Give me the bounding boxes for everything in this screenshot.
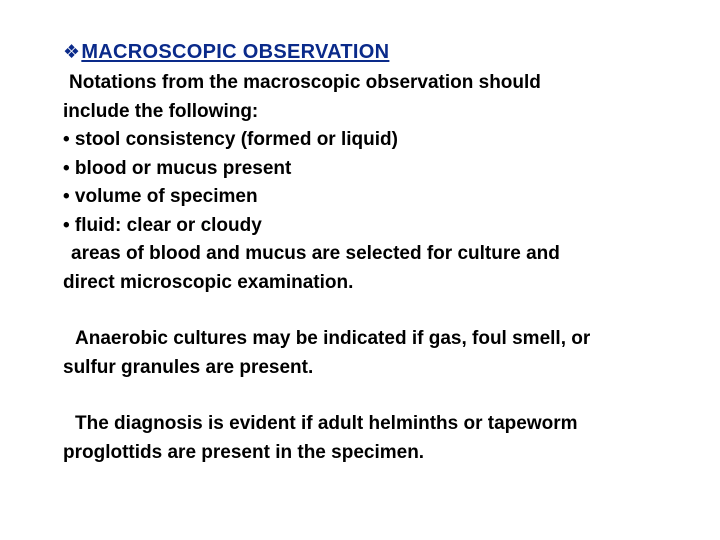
bullet-item: • blood or mucus present: [63, 157, 292, 179]
paragraph-line: include the following:: [63, 100, 259, 122]
diamond-bullet-icon: ❖: [63, 42, 81, 63]
paragraph-line: areas of blood and mucus are selected for culture and: [71, 243, 560, 264]
bullet-item: • stool consistency (formed or liquid): [63, 129, 398, 150]
paragraph-line: sulfur granules are present.: [63, 356, 314, 378]
paragraph-gap: [63, 382, 703, 410]
bullet-item: • fluid: clear or cloudy: [63, 214, 262, 236]
body-text: [63, 69, 703, 467]
paragraph-line: proglottids are present in the specimen.: [63, 441, 425, 463]
paragraph-line: Notations from the macroscopic observation should: [69, 72, 541, 93]
paragraph-gap: [63, 297, 703, 325]
paragraph-line: direct microscopic examination.: [63, 271, 354, 293]
paragraph-line: The diagnosis is evident if adult helminths or tapeworm: [75, 413, 578, 434]
heading-text: MACROSCOPIC OBSERVATION: [81, 41, 390, 63]
paragraph-line: Anaerobic cultures may be indicated if gas, foul smell, or: [75, 328, 591, 349]
bullet-item: • volume of specimen: [63, 186, 258, 207]
section-heading: [63, 38, 389, 67]
